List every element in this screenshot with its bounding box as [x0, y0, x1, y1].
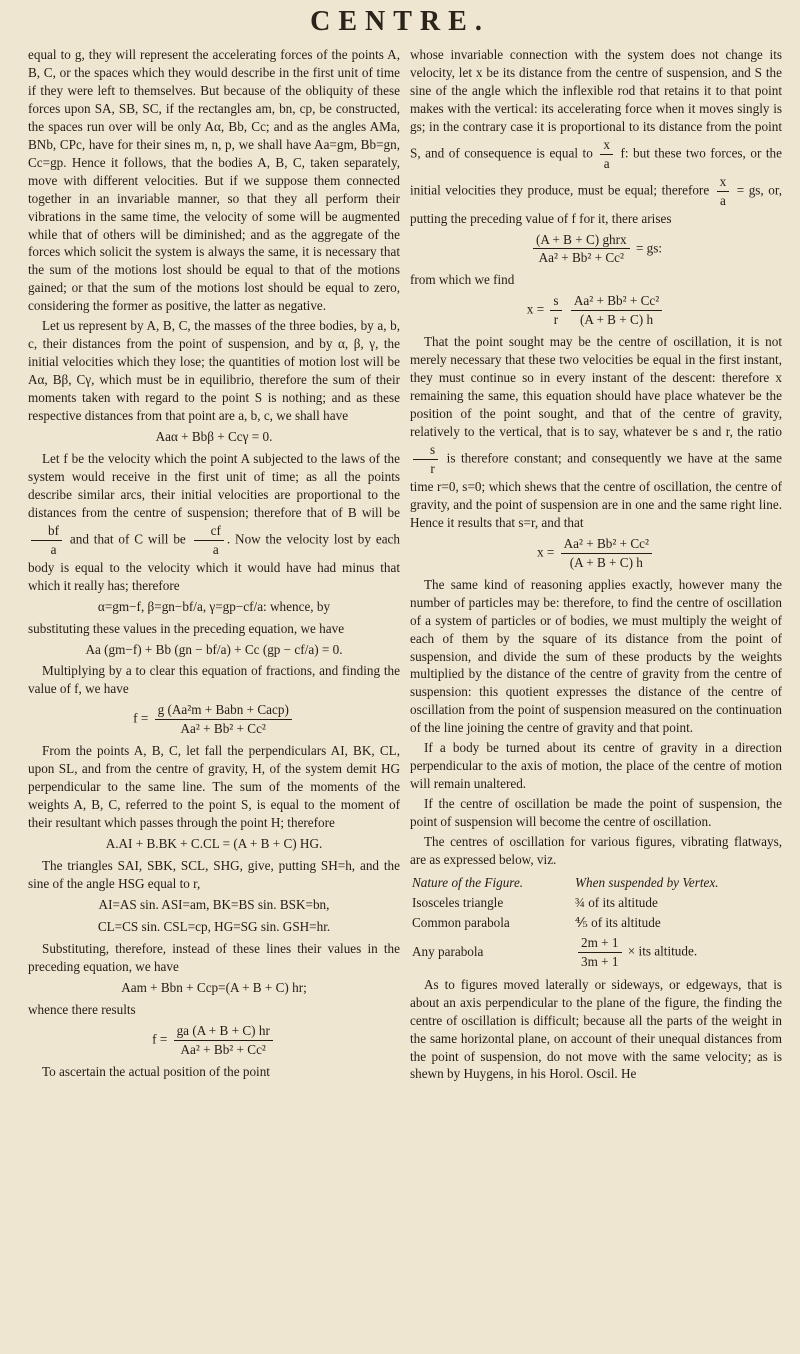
- right-paragraph-3: That the point sought may be the centre of oscillation, it is not merely necessary that these two velocities be equal in the first instant, they must continue so in every instant of the descent: therefore x remaining the same, this equation should have place whatever be the position of the point sought, and that of the centre of gravity, relatively to the vertical, that is to say, whatever be s and r, the ratio $\frac{s}{r}$ is therefore constant; and consequently we have at the same time r=0, s=0; which shews that the centre of oscillation, the centre of gravity, and the point of suspension are in one and the same right line. Hence it results that s=r, and that: [410, 334, 782, 530]
- left-paragraph-4: substituting these values in the preceding equation, we have: [28, 620, 345, 636]
- fraction-s-r: $\frac{s}{r}$: [413, 441, 438, 478]
- table-row: Common parabola ⅘ of its altitude: [412, 914, 661, 930]
- left-paragraph-8: Substituting, therefore, instead of these lines their values in the preceding equation, we have: [28, 940, 400, 974]
- left-paragraph-3: [28, 450, 400, 595]
- right-paragraph-6: If the centre of oscillation be made the point of suspension, the point of suspension will become the centre of oscillation.: [410, 796, 782, 830]
- fraction-cf-a: $\frac{cf}{a}$: [194, 522, 224, 559]
- left-paragraph-2: Let us represent by A, B, C, the masses of the three bodies, by a, b, c, their distances from the point of suspension, and by α, β, γ, the initial velocities which they lose; the quantities of motion lost will be Aα, Bβ, Cγ, which must be in equilibrio, therefore the sum of their moments taken with regard to the point S is nothing; and as these respective distances from that point are a, b, c, we shall have: [28, 318, 400, 424]
- equation-sines-1: AI=AS sin. ASI=am, BK=BS sin. BSK=bn,: [98, 896, 330, 912]
- oscillation-table: [410, 873, 782, 972]
- left-paragraph-6: From the points A, B, C, let fall the perpendiculars AI, BK, CL, upon SL, and from the centre of gravity, H, of the system demit HG perpendicular to the same line. The sum of the moments of the weights A, B, C, referred to the point S, is equal to the moment of their resultant which passes through the point H; therefore: [28, 743, 400, 831]
- right-paragraph-5: If a body be turned about its centre of gravity in a direction perpendicular to the axis of motion, the place of the centre of motion will remain unaltered.: [410, 740, 782, 792]
- equation-moments: Aaα + Bbβ + Ccγ = 0.: [155, 429, 273, 445]
- right-paragraph-8: As to figures moved laterally or sideways, or edgeways, that is about an axis perpendicular to the plane of the figure, the finding the centre of oscillation is difficult; because all the parts of the weight in the same horizontal plane, on account of their unequal distances from the point of suspension, do not move with the same velocity; as is shewn by Huygens, in his Horol. Oscil. He: [410, 976, 782, 1082]
- equation-x-final: x = $\frac{\text{Aa² + Bb² + Cc²}}{(A + B + C) h}$: [410, 535, 782, 572]
- equation-substituted: Aa (gm−f) + Bb (gn − bf/a) + Cc (gp − cf/a) = 0.: [85, 641, 343, 657]
- right-paragraph-2: from which we find: [410, 272, 515, 288]
- right-column: [410, 46, 782, 1085]
- fraction-x-a: $\frac{x}{a}$: [600, 136, 613, 173]
- table-row: Any parabola $\frac{2m + 1}{3m + 1}$ × its altitude.: [412, 934, 698, 969]
- table-row: Isosceles triangle ¾ of its altitude: [412, 894, 658, 910]
- left-paragraph-9: whence there results: [28, 1001, 136, 1017]
- fraction-bf-a: $\frac{bf}{a}$: [31, 522, 62, 559]
- equation-sines-2: CL=CS sin. CSL=cp, HG=SG sin. GSH=hr.: [97, 918, 331, 934]
- right-paragraph-1: whose invariable connection with the system does not change its velocity, let x be its distance from the centre of suspension, and S the sine of the angle which the inflexible rod that retains it to that point makes with the vertical: its accelerating force when it moves singly is gs; in the contrary case it is proportional to its distance from the point S, and of consequence is equal to $\frac{x}{a}$ f: but these two forces, or the initial velocities they produce, must be equal; therefore $\frac{x}{a}$ = gs, or, putting the preceding value of f for it, there arises: [410, 47, 782, 226]
- equation-velocities-lost: α=gm−f, β=gn−bf/a, γ=gp−cf/a: whence, by: [97, 598, 331, 614]
- table-header-vertex: When suspended by Vertex.: [575, 874, 719, 890]
- text-fragment: Let f be the velocity which the point A subjected to the laws of the system would receive in the first unit of time; as all the points describe similar arcs, their initial velocities are proportional to the distances from the centre of suspension; therefore that of B will be: [28, 450, 400, 520]
- equation-resultant: A.AI + B.BK + C.CL = (A + B + C) HG.: [105, 836, 323, 852]
- table-header-figure: Nature of the Figure.: [412, 874, 524, 890]
- left-column: [28, 46, 400, 1082]
- text-fragment: and that of C will be: [69, 531, 186, 547]
- equation-x-sr: x = $\frac{s}{r}$ $\frac{\text{Aa² + Bb² + Cc²}}{(A + B + C) h}$: [410, 292, 782, 329]
- fraction-x-a-2: $\frac{x}{a}$: [717, 173, 730, 210]
- equation-lines: Aam + Bbn + Ccp=(A + B + C) hr;: [121, 979, 307, 995]
- equation-ghrx: $\frac{\text{(A + B + C) ghrx}}{\text{Aa² + Bb² + Cc²}}$ = gs:: [410, 231, 782, 268]
- equation-f-result: f = $\frac{ga (A + B + C) hr}{\text{Aa² + Bb² + Cc²}}$: [28, 1022, 400, 1059]
- left-paragraph-1: equal to g, they will represent the accelerating forces of the points A, B, C, or the spaces which they would describe in the first unit of time if they were left to themselves. But because of the obliquity of these forces upon SA, SB, SC, if the rectangles am, bn, cp, be constructed, the spaces run over will be only Aα, Bb, Cc; and as the angles AMa, BNb, CPc, have for their sines m, n, p, we shall have Aa=gm, Bb=gn, Cc=gp. Hence it follows, that the bodies A, B, C, taken separately, move with different velocities. But if we suppose them connected together in an invariable manner, so that they all perform their vibrations in the same time, the velocity of some will be augmented while that of others will be diminished; and as the aggregate of the forces which solicit the system is always the same, it is necessary that the sum of the motions lost should be equal to that of the motions gained; or that the sum of the motions lost should be equal to zero, considering the former as positive, the latter as negative.: [28, 47, 400, 314]
- equation-f-value: f = $\frac{\text{g (Aa²m + Babn + Cacp)}}{\text{Aa² + Bb² + Cc²}}$: [28, 701, 400, 738]
- running-header: CENTRE.: [310, 6, 490, 37]
- right-paragraph-7: The centres of oscillation for various figures, vibrating flatways, are as expressed below, viz.: [410, 834, 782, 867]
- right-paragraph-4: The same kind of reasoning applies exactly, however many the number of particles may be: therefore, to find the centre of oscillation of a system of particles or of bodies, we must multiply the weight of each of them by the square of its distance from the point of suspension, and divide the sum of these products by the weights multiplied by the distance of the centre of gravity from the centre of suspension: this quotient expresses the distance of the centre of oscillation from the point of suspension measured on the continuation of the line joining the centre of gravity and that point.: [410, 576, 782, 736]
- left-paragraph-5: Multiplying by a to clear this equation of fractions, and finding the value of f, we have: [28, 663, 400, 697]
- text-fragment: . Now the velocity lost by each body is equal to the velocity which it would have had minus that which it really has; therefore: [28, 531, 401, 593]
- left-paragraph-10: To ascertain the actual position of the point: [42, 1063, 270, 1079]
- table-header-row: [410, 873, 782, 893]
- left-paragraph-7: The triangles SAI, SBK, SCL, SHG, give, putting SH=h, and the sine of the angle HSG equal to r,: [28, 857, 400, 891]
